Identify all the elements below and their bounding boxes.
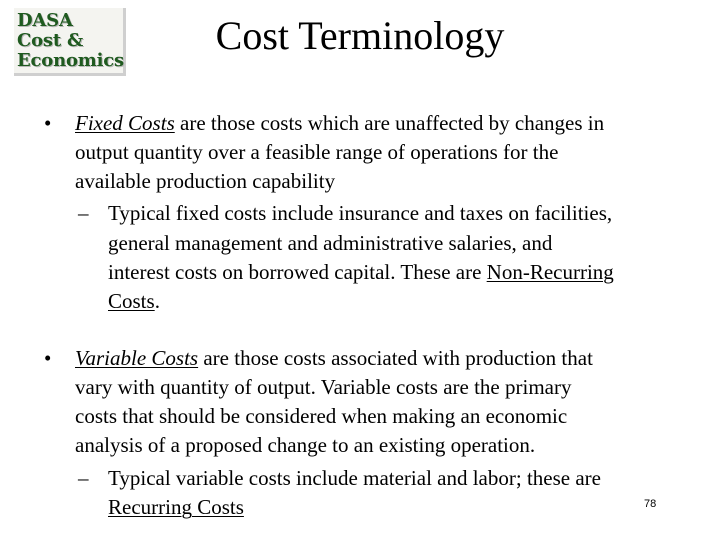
- term-variable-costs: Variable Costs: [75, 346, 199, 370]
- term-costs: Costs: [108, 289, 155, 313]
- bullet-2-line-3: costs that should be considered when making an economic: [75, 404, 568, 428]
- page-number: 78: [644, 498, 657, 510]
- sub-bullet-1-line-2: general management and administrative salaries, and: [108, 231, 553, 255]
- bullet-marker: •: [44, 346, 52, 370]
- logo-line-dasa: DASA: [17, 10, 73, 31]
- logo-line-cost: Cost &: [17, 30, 84, 51]
- bullet-2-line-4: analysis of a proposed change to an existing operation.: [75, 433, 536, 457]
- logo-line-economics: Economics: [17, 50, 124, 71]
- sub-bullet-marker: –: [78, 201, 89, 225]
- bullet-2-line-2: vary with quantity of output. Variable costs are the primary: [75, 375, 572, 399]
- sub-bullet-1-line-4: [108, 288, 160, 314]
- bullet-1-text: are those costs which are unaffected by changes in: [174, 111, 605, 135]
- term-fixed-costs: Fixed Costs: [75, 111, 175, 135]
- bullet-2-text: are those costs associated with production that: [198, 346, 593, 370]
- bullet-marker: •: [44, 111, 52, 135]
- bullet-1-line-1: [75, 110, 604, 136]
- sub-bullet-2-line-2: [108, 494, 244, 520]
- sub-bullet-1-text: interest costs on borrowed capital. These are: [108, 260, 487, 284]
- term-non-recurring: Non-Recurring: [486, 260, 614, 284]
- bullet-1-line-3: available production capability: [75, 169, 336, 193]
- bullet-1-line-2: output quantity over a feasible range of operations for the: [75, 140, 559, 164]
- sub-bullet-marker: –: [78, 466, 89, 490]
- sub-bullet-2-line-1: Typical variable costs include material and labor; these are: [108, 466, 601, 490]
- sub-bullet-1-line-1: Typical fixed costs include insurance and taxes on facilities,: [108, 201, 613, 225]
- slide-title: Cost Terminology: [215, 13, 505, 58]
- bullet-2-line-1: [75, 345, 593, 371]
- term-recurring-costs: Recurring Costs: [108, 495, 244, 519]
- sub-bullet-1-period: .: [154, 289, 160, 313]
- sub-bullet-1-line-3: [108, 259, 614, 285]
